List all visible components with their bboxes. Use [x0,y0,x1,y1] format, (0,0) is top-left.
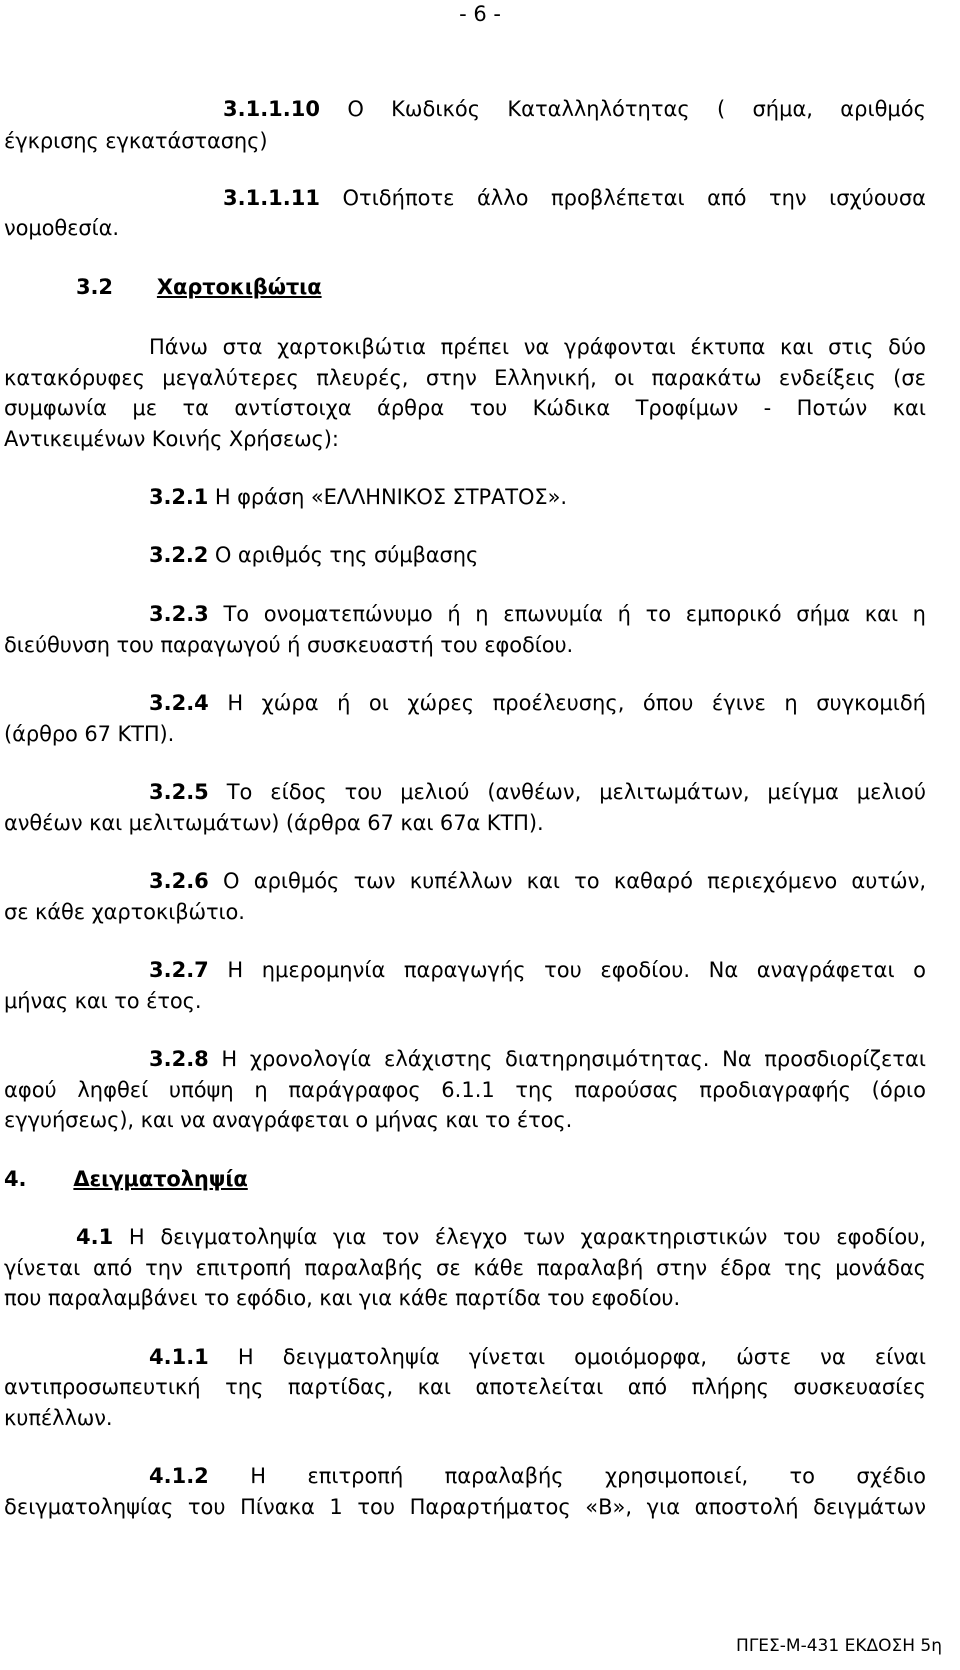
intro-line-1: Πάνω στα χαρτοκιβώτια πρέπει να γράφονται έκτυπα και στις δύο [149,335,926,359]
item-3-2-6 [149,866,926,896]
item-text: Ο [347,97,364,121]
item-continuation: έγκρισης εγκατάστασης) [4,129,268,153]
item-3-2-8 [149,1044,926,1074]
section-number: 4. [4,1167,27,1191]
item-3-1-1-10 [223,94,926,124]
item-4-1-2 [149,1461,926,1491]
intro-line-4: Αντικειμένων Κοινής Χρήσεως): [4,427,339,451]
item-continuation: ανθέων και μελιτωμάτων) (άρθρα 67 και 67α ΚΤΠ). [4,811,544,835]
item-text: σήμα, [752,97,813,121]
item-continuation: αφού ληφθεί υπόψη η παράγραφος 6.1.1 της παρούσας προδιαγραφής (όριο [4,1078,926,1102]
item-continuation: σε κάθε χαρτοκιβώτιο. [4,900,245,924]
item-text: Η δειγματοληψία για τον έλεγχο των χαρακτηριστικών του εφοδίου, [128,1225,926,1249]
item-3-1-1-11 [223,183,926,213]
item-number: 3.2.3 [149,602,209,626]
intro-line-2: κατακόρυφες μεγαλύτερες πλευρές, στην Ελληνική, οι παρακάτω ενδείξεις (σε [4,366,926,390]
item-number: 3.1.1.11 [223,186,320,210]
section-number: 3.2 [76,275,113,299]
item-text: Ο αριθμός της σύμβασης [214,543,479,567]
item-4-1 [76,1222,926,1252]
section-title: Δειγματοληψία [73,1167,248,1191]
item-3-2-5 [149,777,926,807]
item-number: 3.2.1 [149,485,209,509]
item-continuation: γίνεται από την επιτροπή παραλαβής σε κάθε παραλαβή στην έδρα της μονάδας [4,1256,926,1280]
item-number: 3.2.4 [149,691,209,715]
item-number: 4.1 [76,1225,114,1249]
section-title: Χαρτοκιβώτια [156,275,322,299]
item-text: Η ημερομηνία παραγωγής του εφοδίου. Να αναγράφεται ο [227,958,926,982]
item-continuation: που παραλαμβάνει το εφόδιο, και για κάθε παρτίδα του εφοδίου. [4,1286,681,1310]
item-text: Η φράση «ΕΛΛΗΝΙΚΟΣ ΣΤΡΑΤΟΣ». [214,485,567,509]
item-number: 3.2.7 [149,958,209,982]
item-text: Οτιδήποτε άλλο προβλέπεται από την ισχύουσα [342,186,926,210]
document-code-footer: ΠΓΕΣ-Μ-431 ΕΚΔΟΣΗ 5η [736,1636,942,1656]
item-continuation: μήνας και το έτος. [4,989,202,1013]
item-continuation: κυπέλλων. [4,1406,113,1430]
item-text: Κωδικός [391,97,481,121]
item-4-1-1 [149,1342,926,1372]
item-number: 3.1.1.10 [223,97,320,121]
item-3-2-4 [149,688,926,718]
item-continuation: (άρθρο 67 ΚΤΠ). [4,722,175,746]
item-text: Το είδος του μελιού (ανθέων, μελιτωμάτων, μείγμα μελιού [226,780,926,804]
item-continuation: νομοθεσία. [4,216,119,240]
item-text: Καταλληλότητας [507,97,690,121]
item-text: Ο αριθμός των κυπέλλων και το καθαρό περιεχόμενο αυτών, [223,869,926,893]
item-3-2-3 [149,599,926,629]
item-3-2-2 [149,540,478,570]
item-number: 3.2.2 [149,543,209,567]
item-continuation: δειγματοληψίας του Πίνακα 1 του Παραρτήματος «Β», για αποστολή δειγμάτων [4,1495,926,1519]
item-number: 3.2.8 [149,1047,209,1071]
item-number: 3.2.6 [149,869,209,893]
item-text: ( [716,97,726,121]
item-text: Η επιτροπή παραλαβής χρησιμοποιεί, το σχέδιο [250,1464,926,1488]
item-number: 3.2.5 [149,780,209,804]
item-text: Η χώρα ή οι χώρες προέλευσης, όπου έγινε η συγκομιδή [227,691,926,715]
item-continuation: εγγυήσεως), και να αναγράφεται ο μήνας και το έτος. [4,1108,573,1132]
item-continuation: διεύθυνση του παραγωγού ή συσκευαστή του εφοδίου. [4,633,574,657]
item-text: Η χρονολογία ελάχιστης διατηρησιμότητας. Να προσδιορίζεται [221,1047,926,1071]
item-3-2-7 [149,955,926,985]
page-number: - 6 - [459,2,501,26]
section-4-heading [4,1164,248,1194]
intro-line-3: συμφωνία με τα αντίστοιχα άρθρα του Κώδικα Τροφίμων - Ποτών και [4,396,926,420]
item-text: Το ονοματεπώνυμο ή η επωνυμία ή το εμπορικό σήμα και η [223,602,926,626]
item-text: Η δειγματοληψία γίνεται ομοιόμορφα, ώστε να είναι [237,1345,926,1369]
item-number: 4.1.1 [149,1345,209,1369]
item-number: 4.1.2 [149,1464,209,1488]
item-3-2-1 [149,482,567,512]
item-continuation: αντιπροσωπευτική της παρτίδας, και αποτελείται από πλήρης συσκευασίες [4,1375,926,1399]
item-text: αριθμός [840,97,926,121]
section-3-2-heading [76,272,322,302]
